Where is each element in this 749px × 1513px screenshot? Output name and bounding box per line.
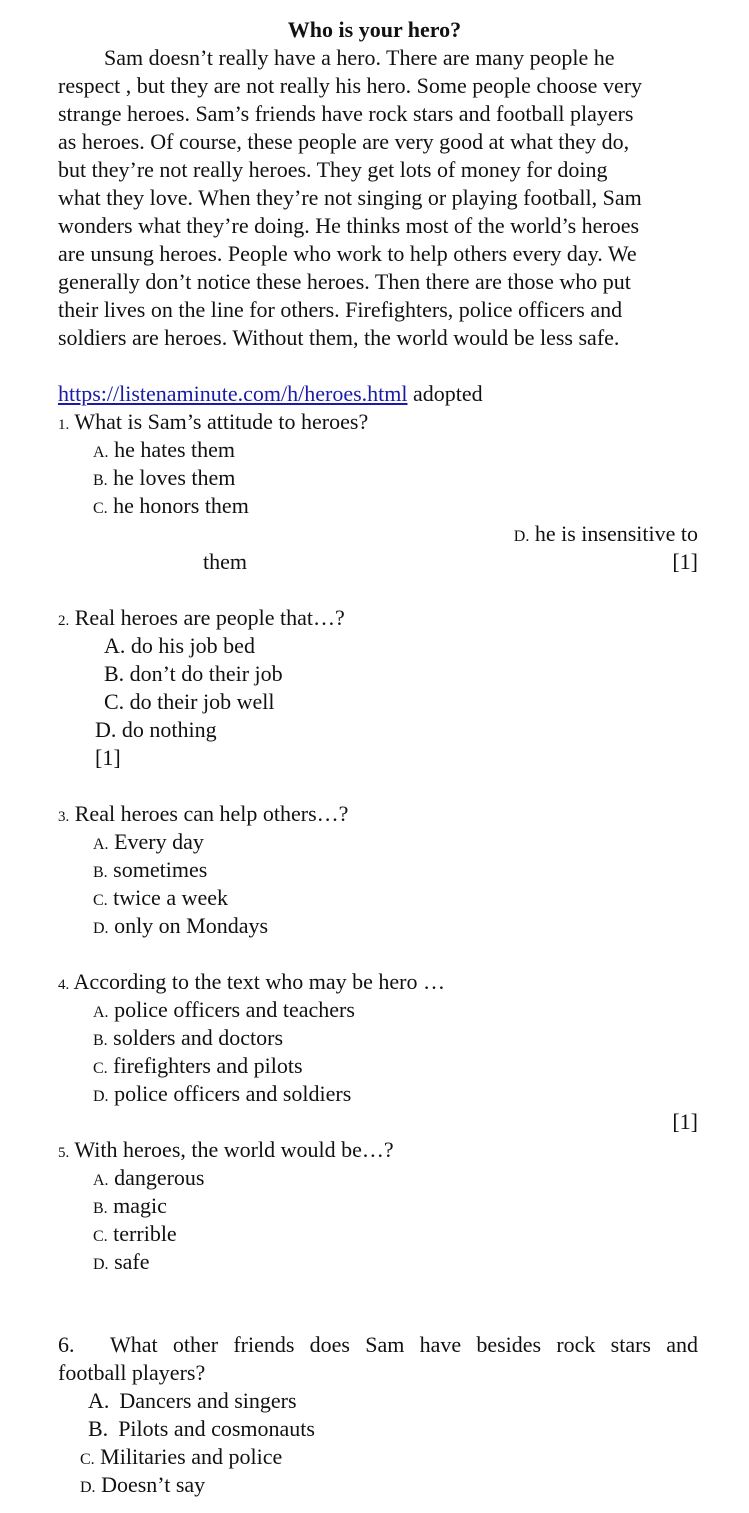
option-letter: D. [513,528,530,545]
option-letter: C. [93,1060,108,1077]
source-line [58,380,483,408]
option-text: he loves them [107,465,236,490]
passage-line: strange heroes. Sam’s friends have rock stars and football players [58,101,634,126]
question-3 [58,800,348,831]
q3-option-d[interactable] [93,912,268,943]
question-6-text: What other friends does Sam have besides rock stars and [110,1332,698,1357]
question-text: According to the text who may be hero … [69,969,445,994]
q4-mark: [1] [672,1109,698,1134]
question-4 [58,968,445,999]
option-text: sometimes [107,857,208,882]
passage-line: Sam doesn’t really have a hero. There are many people he [104,45,615,70]
passage-line: their lives on the line for others. Firefighters, police officers and [58,297,623,322]
q4-option-a[interactable] [93,996,355,1027]
q1-option-d[interactable] [514,520,698,551]
question-1 [58,408,368,439]
q2-option-d[interactable]: D. do nothing [95,717,217,742]
passage-line: respect , but they are not really his hero. Some people choose very [58,73,643,98]
option-text: Every day [108,829,204,854]
option-letter: B. [93,864,108,881]
q6-option-a[interactable] [88,1387,297,1415]
source-suffix: adopted [407,381,483,406]
question-text: What is Sam’s attitude to heroes? [69,409,369,434]
q1-option-c[interactable] [93,492,249,523]
q2-option-c[interactable]: C. do their job well [104,689,275,714]
option-text: Dancers and singers [119,1388,297,1413]
option-letter: B. [93,1032,108,1049]
q5-option-d[interactable] [93,1248,149,1279]
q1-option-d-wrap: them [203,549,247,574]
option-text: twice a week [107,885,228,910]
option-text: police officers and soldiers [108,1081,352,1106]
option-letter: B. [88,1416,109,1441]
reading-passage [58,44,698,352]
option-letter: C. [80,1451,95,1468]
question-text: Real heroes are people that…? [69,605,345,630]
question-6-number: 6. [58,1332,75,1357]
option-text: firefighters and pilots [107,1053,303,1078]
option-letter: A. [93,444,109,461]
option-text: Militaries and police [94,1444,283,1469]
question-5 [58,1136,394,1167]
question-2 [58,604,345,635]
question-text: With heroes, the world would be…? [69,1137,394,1162]
passage-line: generally don’t notice these heroes. Then there are those who put [58,269,631,294]
option-text: solders and doctors [107,1025,284,1050]
option-letter: A. [88,1388,110,1413]
question-text: Real heroes can help others…? [69,801,349,826]
option-text: magic [107,1193,167,1218]
option-letter: A. [93,836,109,853]
option-letter: D. [93,920,109,937]
passage-line: are unsung heroes. People who work to help others every day. We [58,241,637,266]
option-letter: C. [93,1228,108,1245]
option-text: Pilots and cosmonauts [118,1416,315,1441]
q6-option-d[interactable] [80,1471,205,1502]
q6-option-c[interactable] [80,1443,282,1474]
q5-option-a[interactable] [93,1164,204,1195]
source-link[interactable]: https://listenaminute.com/h/heroes.html [58,381,408,406]
passage-line: but they’re not really heroes. They get lots of money for doing [58,157,608,182]
q4-option-c[interactable] [93,1052,303,1083]
passage-line: wonders what they’re doing. He thinks most of the world’s heroes [58,213,640,238]
option-text: he is insensitive to [529,521,698,546]
option-text: dangerous [108,1165,205,1190]
q4-option-b[interactable] [93,1024,283,1055]
passage-line: as heroes. Of course, these people are very good at what they do, [58,129,630,154]
page-title: Who is your hero? [287,17,462,42]
option-letter: B. [93,472,108,489]
question-number: 3. [58,809,70,825]
question-6-text-cont: football players? [58,1360,206,1385]
option-text: terrible [107,1221,177,1246]
option-letter: D. [93,1088,109,1105]
q2-option-a[interactable]: A. do his job bed [104,633,255,658]
q5-option-c[interactable] [93,1220,177,1251]
option-text: he hates them [108,437,236,462]
q4-option-d[interactable] [93,1080,351,1111]
option-text: only on Mondays [108,913,269,938]
option-letter: D. [93,1256,109,1273]
question-number: 1. [58,417,70,433]
option-text: he honors them [107,493,249,518]
question-number: 5. [58,1145,70,1161]
option-letter: A. [93,1172,109,1189]
question-number: 2. [58,613,70,629]
option-letter: D. [80,1479,96,1496]
q5-option-b[interactable] [93,1192,167,1223]
passage-line: what they love. When they’re not singing or playing football, Sam [58,185,642,210]
q2-option-b[interactable]: B. don’t do their job [104,661,283,686]
q2-mark: [1] [95,745,121,770]
option-text: safe [108,1249,150,1274]
option-letter: C. [93,500,108,517]
q3-option-c[interactable] [93,884,228,915]
option-letter: A. [93,1004,109,1021]
option-letter: B. [93,1200,108,1217]
q6-option-b[interactable] [88,1415,315,1443]
q1-option-a[interactable] [93,436,235,467]
option-text: police officers and teachers [108,997,355,1022]
option-text: Doesn’t say [95,1472,206,1497]
question-number: 4. [58,977,70,993]
q3-option-b[interactable] [93,856,207,887]
option-letter: C. [93,892,108,909]
q1-option-b[interactable] [93,464,235,495]
q3-option-a[interactable] [93,828,204,859]
passage-line: soldiers are heroes. Without them, the world would be less safe. [58,325,620,350]
q1-mark: [1] [672,549,698,574]
